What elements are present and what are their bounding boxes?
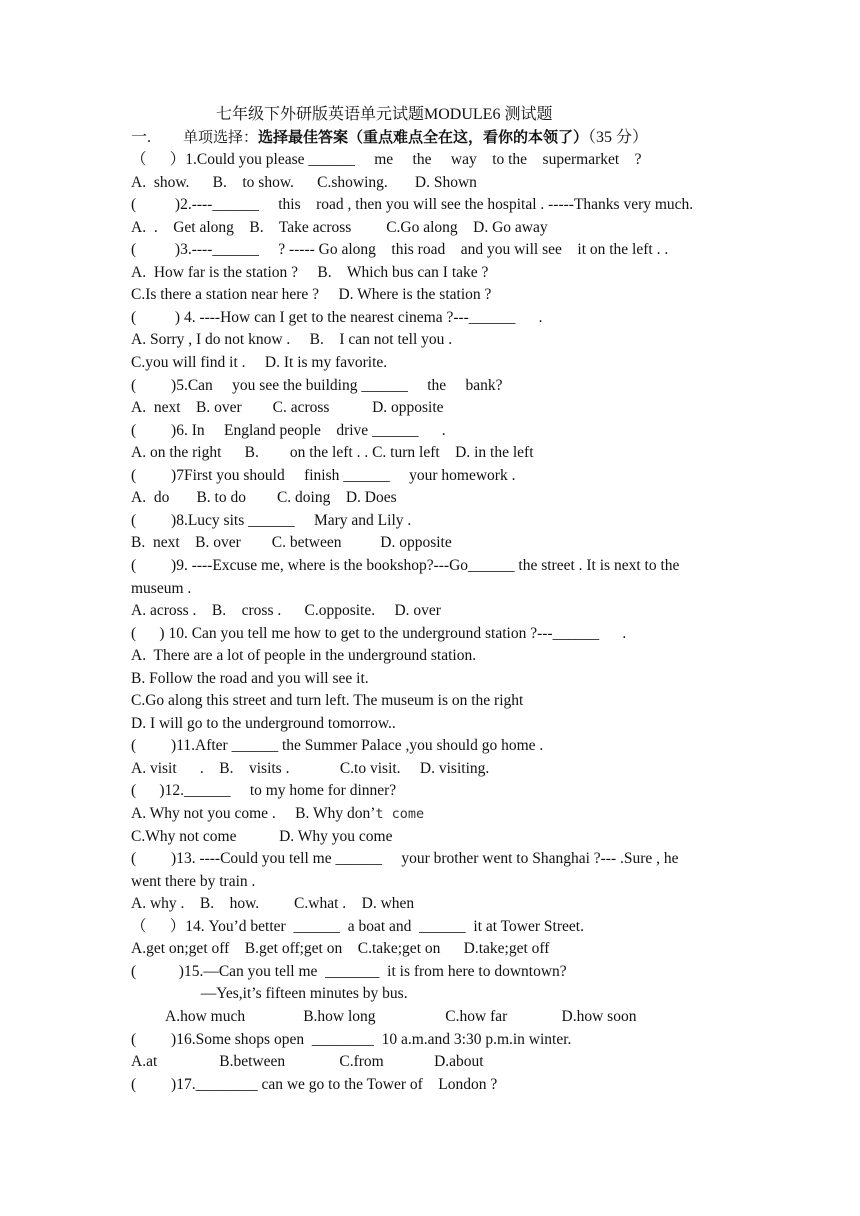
question-line: B. Follow the road and you will see it. [131,669,369,687]
question-line: （ ）14. You’d better ______ a boat and ______ it at Tower Street. [131,917,584,935]
question-line: ( ) 4. ----How can I get to the nearest cinema ?---______ . [131,308,543,326]
question-line: ( )13. ----Could you tell me ______ your brother went to Shanghai ?--- .Sure , he [131,850,679,868]
question-line: （ ）1.Could you please ______ me the way to the supermarket ? [131,151,642,168]
question-line: ( )8.Lucy sits ______ Mary and Lily . [131,511,412,529]
mono-fragment: t come [375,806,425,822]
question-line: ( )5.Can you see the building ______ the bank? [131,376,503,394]
question-line: ( )11.After ______ the Summer Palace ,you should go home . [131,737,544,755]
page-title: 七年级下外研版英语单元试题MODULE6 测试题 [216,106,553,123]
question-line: A. Why not you come . B. Why don’t come [131,805,425,822]
question-line: C.Go along this street and turn left. The museum is on the right [131,692,524,710]
question-line: ( )15.—Can you tell me _______ it is from here to downtown? [131,962,567,980]
question-line: A. next B. over C. across D. opposite [131,399,444,417]
question-line: A. show. B. to show. C.showing. D. Shown [131,173,477,191]
section-instruction: 选择最佳答案（重点难点全在这，看你的本领了） [258,128,589,146]
question-line: A. why . B. how. C.what . D. when [131,895,415,913]
question-line: went there by train . [131,872,256,890]
question-line: A. visit . B. visits . C.to visit. D. visiting. [131,759,490,777]
section-points: （35 分） [588,129,649,146]
question-line: ( )2.----______ this road , then you will see the hospital . -----Thanks very much. [131,196,694,214]
question-line: A.at B.between C.from D.about [131,1053,484,1070]
question-line: ( )9. ----Excuse me, where is the bookshop?---Go______ the street . It is next to the [131,556,680,574]
question-line: A. across . B. cross . C.opposite. D. over [131,602,441,619]
question-line: C.Is there a station near here ? D. Where is the station ? [131,286,492,304]
question-line: —Yes,it’s fifteen minutes by bus. [131,985,408,1003]
question-line: B. next B. over C. between D. opposite [131,534,452,552]
question-line: A.get on;get off B.get off;get on C.take;get on D.take;get off [131,940,550,958]
question-line: A. Sorry , I do not know . B. I can not tell you . [131,331,453,349]
question-line: C.you will find it . D. It is my favorite. [131,354,388,371]
question-line: ( )6. In England people drive ______ . [131,421,446,439]
question-line: ( )16.Some shops open ________ 10 a.m.and 3:30 p.m.in winter. [131,1030,572,1048]
question-line: A. . Get along B. Take across C.Go along D. Go away [131,218,548,236]
question-line: museum . [131,579,192,597]
question-line: A. How far is the station ? B. Which bus can I take ? [131,263,489,281]
question-line: C.Why not come D. Why you come [131,827,393,845]
section-number: 一. [131,129,152,146]
question-line: ( )3.----______ ? ----- Go along this road and you will see it on the left . . [131,241,669,259]
question-line: A.how much B.how long C.how far D.how soon [131,1007,637,1025]
section-heading [131,127,648,148]
question-line: A. There are a lot of people in the underground station. [131,647,477,665]
question-line: ( )17.________ can we go to the Tower of London ? [131,1075,498,1093]
question-line: D. I will go to the underground tomorrow.. [131,714,396,732]
question-line: A. do B. to do C. doing D. Does [131,489,397,507]
question-line: ( )7First you should finish ______ your homework . [131,466,516,484]
section-label: 单项选择： [183,128,259,146]
question-line: ( ) 10. Can you tell me how to get to the underground station ?---______ . [131,624,627,642]
question-line: ( )12.______ to my home for dinner? [131,782,397,800]
question-line: A. on the right B. on the left . . C. turn left D. in the left [131,444,534,462]
